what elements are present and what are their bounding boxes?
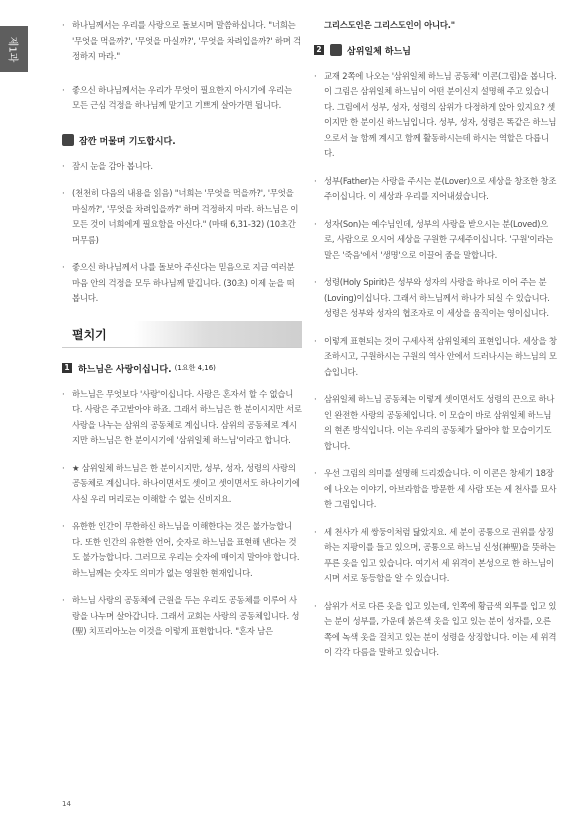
chapter-tab — [0, 26, 28, 72]
prayer-icon — [62, 134, 74, 146]
continued-text: 그리스도인은 그리스도인이 아니다." — [324, 20, 455, 30]
list-item: · 세 천사가 세 쌍둥이처럼 닮았지요. 세 분이 공통으로 권위를 상징하는 지팡이를 들고 있으며, 공통으로 하느님 신성(神聖)을 뜻하는 푸른 옷을 입고 있습니다. 여기서 세 위격이 본성으로 한 하느님이시며 서로 동등함을 알 수 있습니다. — [314, 526, 556, 583]
list-item: · 교재 2쪽에 나오는 '삼위일체 하느님 공동체' 이콘(그림)을 봅니다. 이 그림은 삼위일체 하느님이 어떤 분이신지 설명해 주고 있습니다. 그림에서 성부, 성자, 성령의 삼위가 다정하게 앉아 있지요? 셋이지만 한 분이신 하느님입니다. 성부, 성자, 성령은 똑같은 하느님으로서 늘 함께 계시고 함께 활동하시는데 하시는 역할은 다릅니다. — [314, 70, 557, 158]
list-item: · 이렇게 표현되는 것이 구세사적 삼위일체의 표현입니다. 세상을 창조하시고, 구원하시는 구원의 역사 안에서 드러나시는 하느님의 모습입니다. — [314, 335, 557, 377]
list-item: · 하나님께서는 우리를 사랑으로 돌보시며 말씀하십니다. "너희는 '무엇을 먹을까?', '무엇을 마실까?', '무엇을 차려입을까?' 하며 걱정하지 마라." — [62, 20, 301, 61]
page-number: 14 — [62, 800, 71, 808]
list-item: · 좋으신 하나님께서는 우리가 무엇이 필요한지 아시기에 우리는 모든 근심 걱정을 하나님께 맡기고 기쁘게 살아가면 됩니다. — [62, 84, 292, 110]
list-item: · 삼위가 서로 다른 옷을 입고 있는데, 인쪽에 황금색 외투를 입고 있는 분이 성부를, 가운데 붉은색 옷을 입고 있는 분이 성자를, 오른쪽에 녹색 옷을 걸치고 있는 분이 성령을 상징합니다. 이는 세 위격이 각각 다름을 말하고 있습니다. — [314, 600, 557, 657]
right-column — [314, 18, 558, 673]
list-item: · 우선 그림의 의미를 설명해 드리겠습니다. 이 이콘은 창세기 18장에 나오는 이야기, 아브라함을 방문한 세 사람 또는 세 천사를 묘사한 그림입니다. — [314, 468, 557, 509]
left-column — [62, 18, 302, 652]
list-item: · ★ 삼위일체 하느님은 한 분이시지만, 성부, 성자, 성령의 사랑의 공동체로 계십니다. 하나이면서도 셋이고 셋이면서도 하나이기에 사실 우리 머리로는 이해할 수 없는 신비지요. — [62, 462, 300, 504]
list-item: · 성부(Father)는 사랑을 주시는 분(Lover)으로 세상을 창조한 창조주이십니다. 이 세상과 우리를 지어내셨습니다. — [314, 175, 557, 201]
list-item: · 하느님 사랑의 공동체에 근원을 두는 우리도 공동체를 이루어 사랑을 나누며 살아갑니다. 그래서 교회는 사랑의 공동체입니다. 성(聖) 치프리아노는 이것을 이렇게 표현합니다. "혼자 남은 — [62, 595, 300, 636]
prayer-heading: 잠깐 머물며 기도합시다. — [62, 134, 302, 147]
list-item: · 성령(Holy Spirit)은 성부와 성자의 사랑을 하나로 이어 주는 분(Loving)이십니다. 그래서 하느님께서 하나가 되실 수 있습니다. 성령은 성부와 성자의 협조자로 이 세상을 움직이는 영이십니다. — [314, 277, 550, 318]
section-1-heading: 1 하느님은 사랑이십니다. (1요한 4,16) — [62, 362, 302, 375]
list-item: · (천천히 다음의 내용을 읽음) "너희는 '무엇을 먹을까?', '무엇을 마실까?', '무엇을 차려입을까?' 하며 걱정하지 마라. 하느님은 이 모든 것이 너희에게 필요함을 아신다." (마태 6,31-32) (10초간 머무름) — [62, 188, 299, 245]
section-icon — [330, 44, 342, 56]
section-banner: 펼치기 — [62, 321, 302, 348]
list-item: · 유한한 인간이 무한하신 하느님을 이해한다는 것은 불가능합니다. 또한 인간의 유한한 언어, 숫자로 하느님을 표현해 낸다는 것도 불가능합니다. 그러므로 우리는 숫자에 매이지 말아야 합니다. 하느님께는 숫자도 의미가 없는 영원한 현재입니다. — [62, 521, 300, 578]
list-item: · 성자(Son)는 예수님인데, 성부의 사랑을 받으시는 분(Loved)으로, 사람으로 오시어 세상을 구원한 구세주이십니다. '구원'이라는 말은 '죽음'에서 '생명'으로 이끌어 줌을 말합니다. — [314, 218, 554, 260]
list-item: · 잠시 눈을 감아 봅니다. — [62, 160, 153, 171]
section-2-heading: 2 삼위일체 하느님 — [314, 44, 558, 57]
list-item: · 삼위일체 하느님 공동체는 이렇게 셋이면서도 성령의 끈으로 하나인 완전한 사랑의 공동체입니다. 이 모습이 바로 삼위일체 하느님의 현존 방식입니다. 이는 우리의 공동체가 닮아야 할 모습이기도 합니다. — [314, 394, 555, 451]
list-item: · 하느님은 무엇보다 '사랑'이십니다. 사랑은 혼자서 할 수 없습니다. 사랑은 주고받아야 하죠. 그래서 하느님은 한 분이시지만 서로 사랑을 나누는 삼위의 공동체로 계십니다. 삼위의 공동체로 계시지만 하느님은 한 분이시기에 '삼위일체 하느님'이라고 합니다. — [62, 388, 302, 445]
list-item: · 좋으신 하나님께서 나를 돌보아 주신다는 믿음으로 지금 여러분 마음 안의 걱정을 모두 하나님께 맡깁니다. (30초) 이제 눈을 떠봅니다. — [62, 262, 295, 303]
chapter-tab-label: 제1과 — [6, 36, 18, 63]
